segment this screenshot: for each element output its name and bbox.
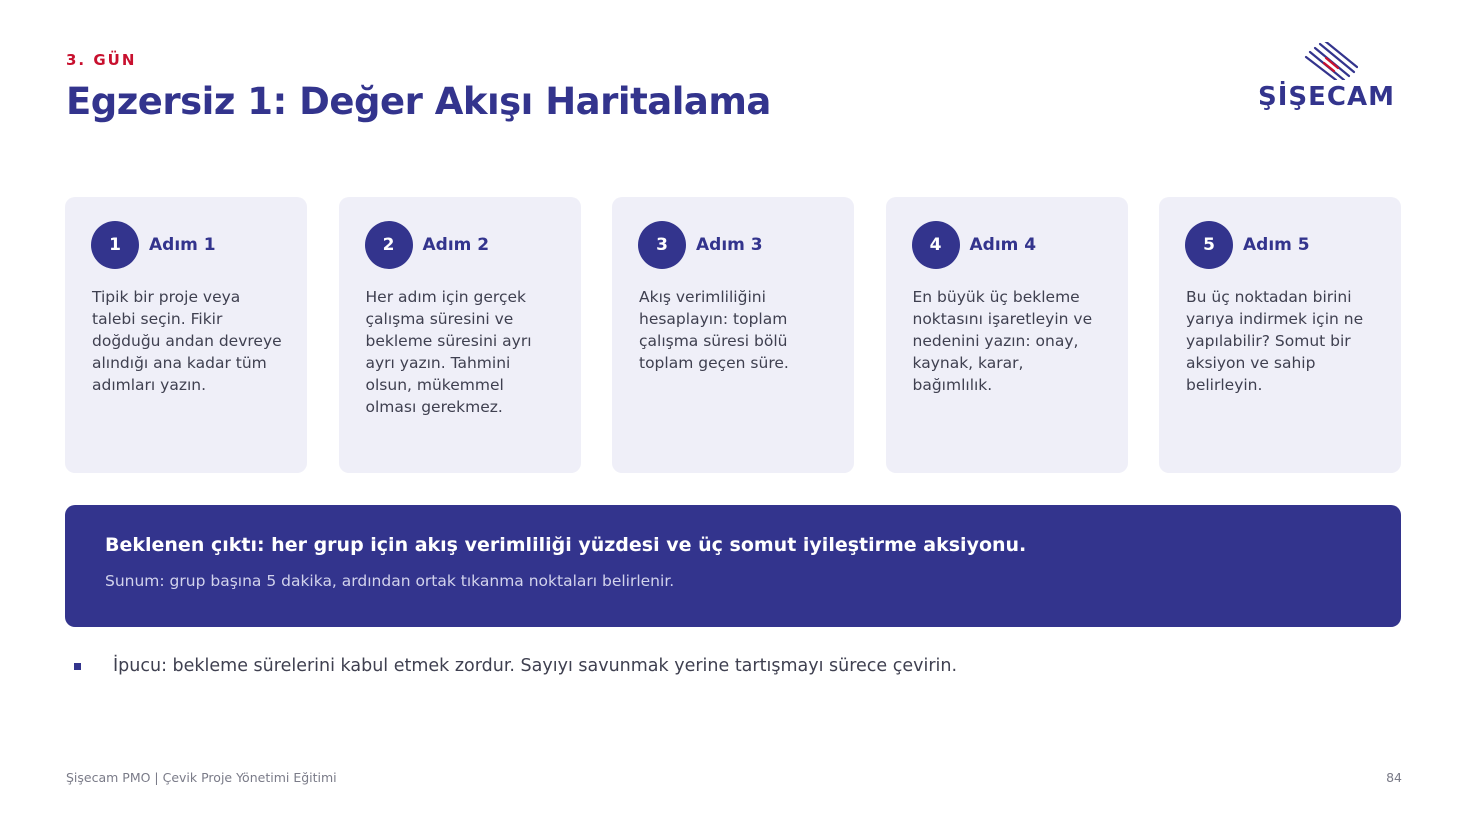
step-description: En büyük üç bekleme noktasını işaretleyin ve nedenini yazın: onay, kaynak, karar, bağımlılık.	[912, 288, 1093, 394]
banner-title: Beklenen çıktı: her grup için akış verimliliği yüzdesi ve üç somut iyileştirme aksiyonu.	[105, 534, 1027, 556]
step-card-4	[886, 197, 1128, 473]
logo-mark-icon	[1302, 42, 1358, 80]
slide-eyebrow: 3. GÜN	[66, 51, 137, 69]
expected-output-banner	[65, 505, 1401, 627]
step-title: Adım 2	[422, 235, 490, 255]
step-description: Her adım için gerçek çalışma süresini ve bekleme süresini ayrı ayrı yazın. Tahmini olsun, mükemmel olması gerekmez.	[365, 288, 532, 416]
step-card-1	[65, 197, 307, 473]
step-title: Adım 3	[696, 235, 763, 255]
footer-text: Şişecam PMO | Çevik Proje Yönetimi Eğitimi	[66, 770, 337, 785]
step-title: Adım 1	[149, 235, 216, 255]
tip-text: İpucu: bekleme sürelerini kabul etmek zordur. Sayıyı savunmak yerine tartışmayı sürece çevirin.	[113, 656, 958, 676]
step-number-badge: 3	[638, 221, 686, 269]
step-description: Tipik bir proje veya talebi seçin. Fikir doğduğu andan devreye alındığı ana kadar tüm adımları yazın.	[92, 288, 282, 394]
step-description: Akış verimliliğini hesaplayın: toplam çalışma süresi bölü toplam geçen süre.	[639, 288, 789, 372]
step-description: Bu üç noktadan birini yarıya indirmek için ne yapılabilir? Somut bir aksiyon ve sahip belirleyin.	[1186, 288, 1364, 394]
step-card-2	[339, 197, 581, 473]
banner-subtitle: Sunum: grup başına 5 dakika, ardından ortak tıkanma noktaları belirlenir.	[105, 572, 675, 590]
step-number-badge: 5	[1185, 221, 1233, 269]
sisecam-logo	[1256, 42, 1406, 114]
step-title: Adım 4	[969, 235, 1037, 255]
bullet-square-icon	[74, 663, 81, 670]
step-title: Adım 5	[1243, 235, 1310, 255]
steps-row	[65, 197, 1401, 473]
step-number-badge: 1	[91, 221, 139, 269]
page-number: 84	[1386, 770, 1402, 785]
step-number-badge: 4	[912, 221, 960, 269]
tip-item	[74, 656, 957, 676]
step-number-badge: 2	[365, 221, 413, 269]
slide-title: Egzersiz 1: Değer Akışı Haritalama	[66, 80, 771, 123]
logo-wordmark: ŞİŞECAM	[1258, 82, 1395, 112]
step-card-5	[1159, 197, 1401, 473]
step-card-3	[612, 197, 854, 473]
